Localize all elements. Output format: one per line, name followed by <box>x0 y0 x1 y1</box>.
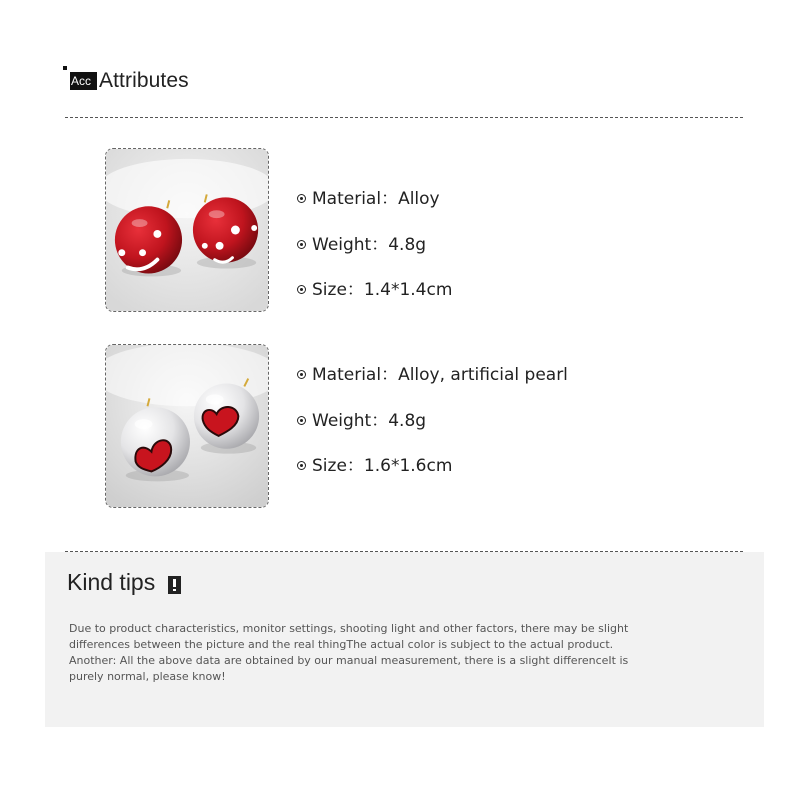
corner-marker <box>63 66 67 70</box>
product-image-red-earrings <box>105 148 269 312</box>
tips-title: Kind tips <box>67 569 156 595</box>
bullet-icon <box>297 370 306 379</box>
attribute-value: 1.6*1.6cm <box>363 456 453 476</box>
tips-line: Due to product characteristics, monitor settings, shooting light and other factors, there may be slight <box>69 622 629 635</box>
attribute-label: Material： <box>312 365 399 385</box>
tips-line: purely normal, please know! <box>69 670 226 683</box>
attribute-label: Weight： <box>312 235 389 255</box>
bullet-icon <box>297 240 306 249</box>
attribute-size <box>297 451 452 476</box>
attribute-label: Material： <box>312 189 399 209</box>
attribute-material <box>297 184 440 209</box>
pearl-heart-earrings-photo <box>106 345 268 507</box>
kind-tips-panel <box>45 552 764 727</box>
tips-divider <box>65 551 743 552</box>
bullet-icon <box>297 461 306 470</box>
attribute-size <box>297 275 452 300</box>
attribute-value: 4.8g <box>388 235 427 255</box>
tips-body <box>69 621 669 685</box>
tips-line: differences between the picture and the real thingThe actual color is subject to the actual product. <box>69 638 614 651</box>
attribute-label: Weight： <box>312 411 389 431</box>
attribute-weight <box>297 406 426 431</box>
product-image-pearl-earrings <box>105 344 269 508</box>
attribute-value: Alloy <box>398 189 440 209</box>
bullet-icon <box>297 194 306 203</box>
exclamation-icon <box>168 576 181 594</box>
section-title: Attributes <box>99 69 189 92</box>
attribute-value: 4.8g <box>388 411 427 431</box>
section-badge: Acc <box>70 72 97 90</box>
tips-line: Another: All the above data are obtained by our manual measurement, there is a slight differenceIt is <box>69 654 629 667</box>
attribute-label: Size： <box>312 456 364 476</box>
attribute-weight <box>297 230 426 255</box>
top-divider <box>65 117 743 118</box>
attribute-label: Size： <box>312 280 364 300</box>
attribute-material <box>297 360 568 385</box>
attribute-value: 1.4*1.4cm <box>363 280 453 300</box>
red-ball-earrings-photo <box>106 149 268 311</box>
attribute-value: Alloy, artificial pearl <box>398 365 568 385</box>
bullet-icon <box>297 285 306 294</box>
bullet-icon <box>297 416 306 425</box>
